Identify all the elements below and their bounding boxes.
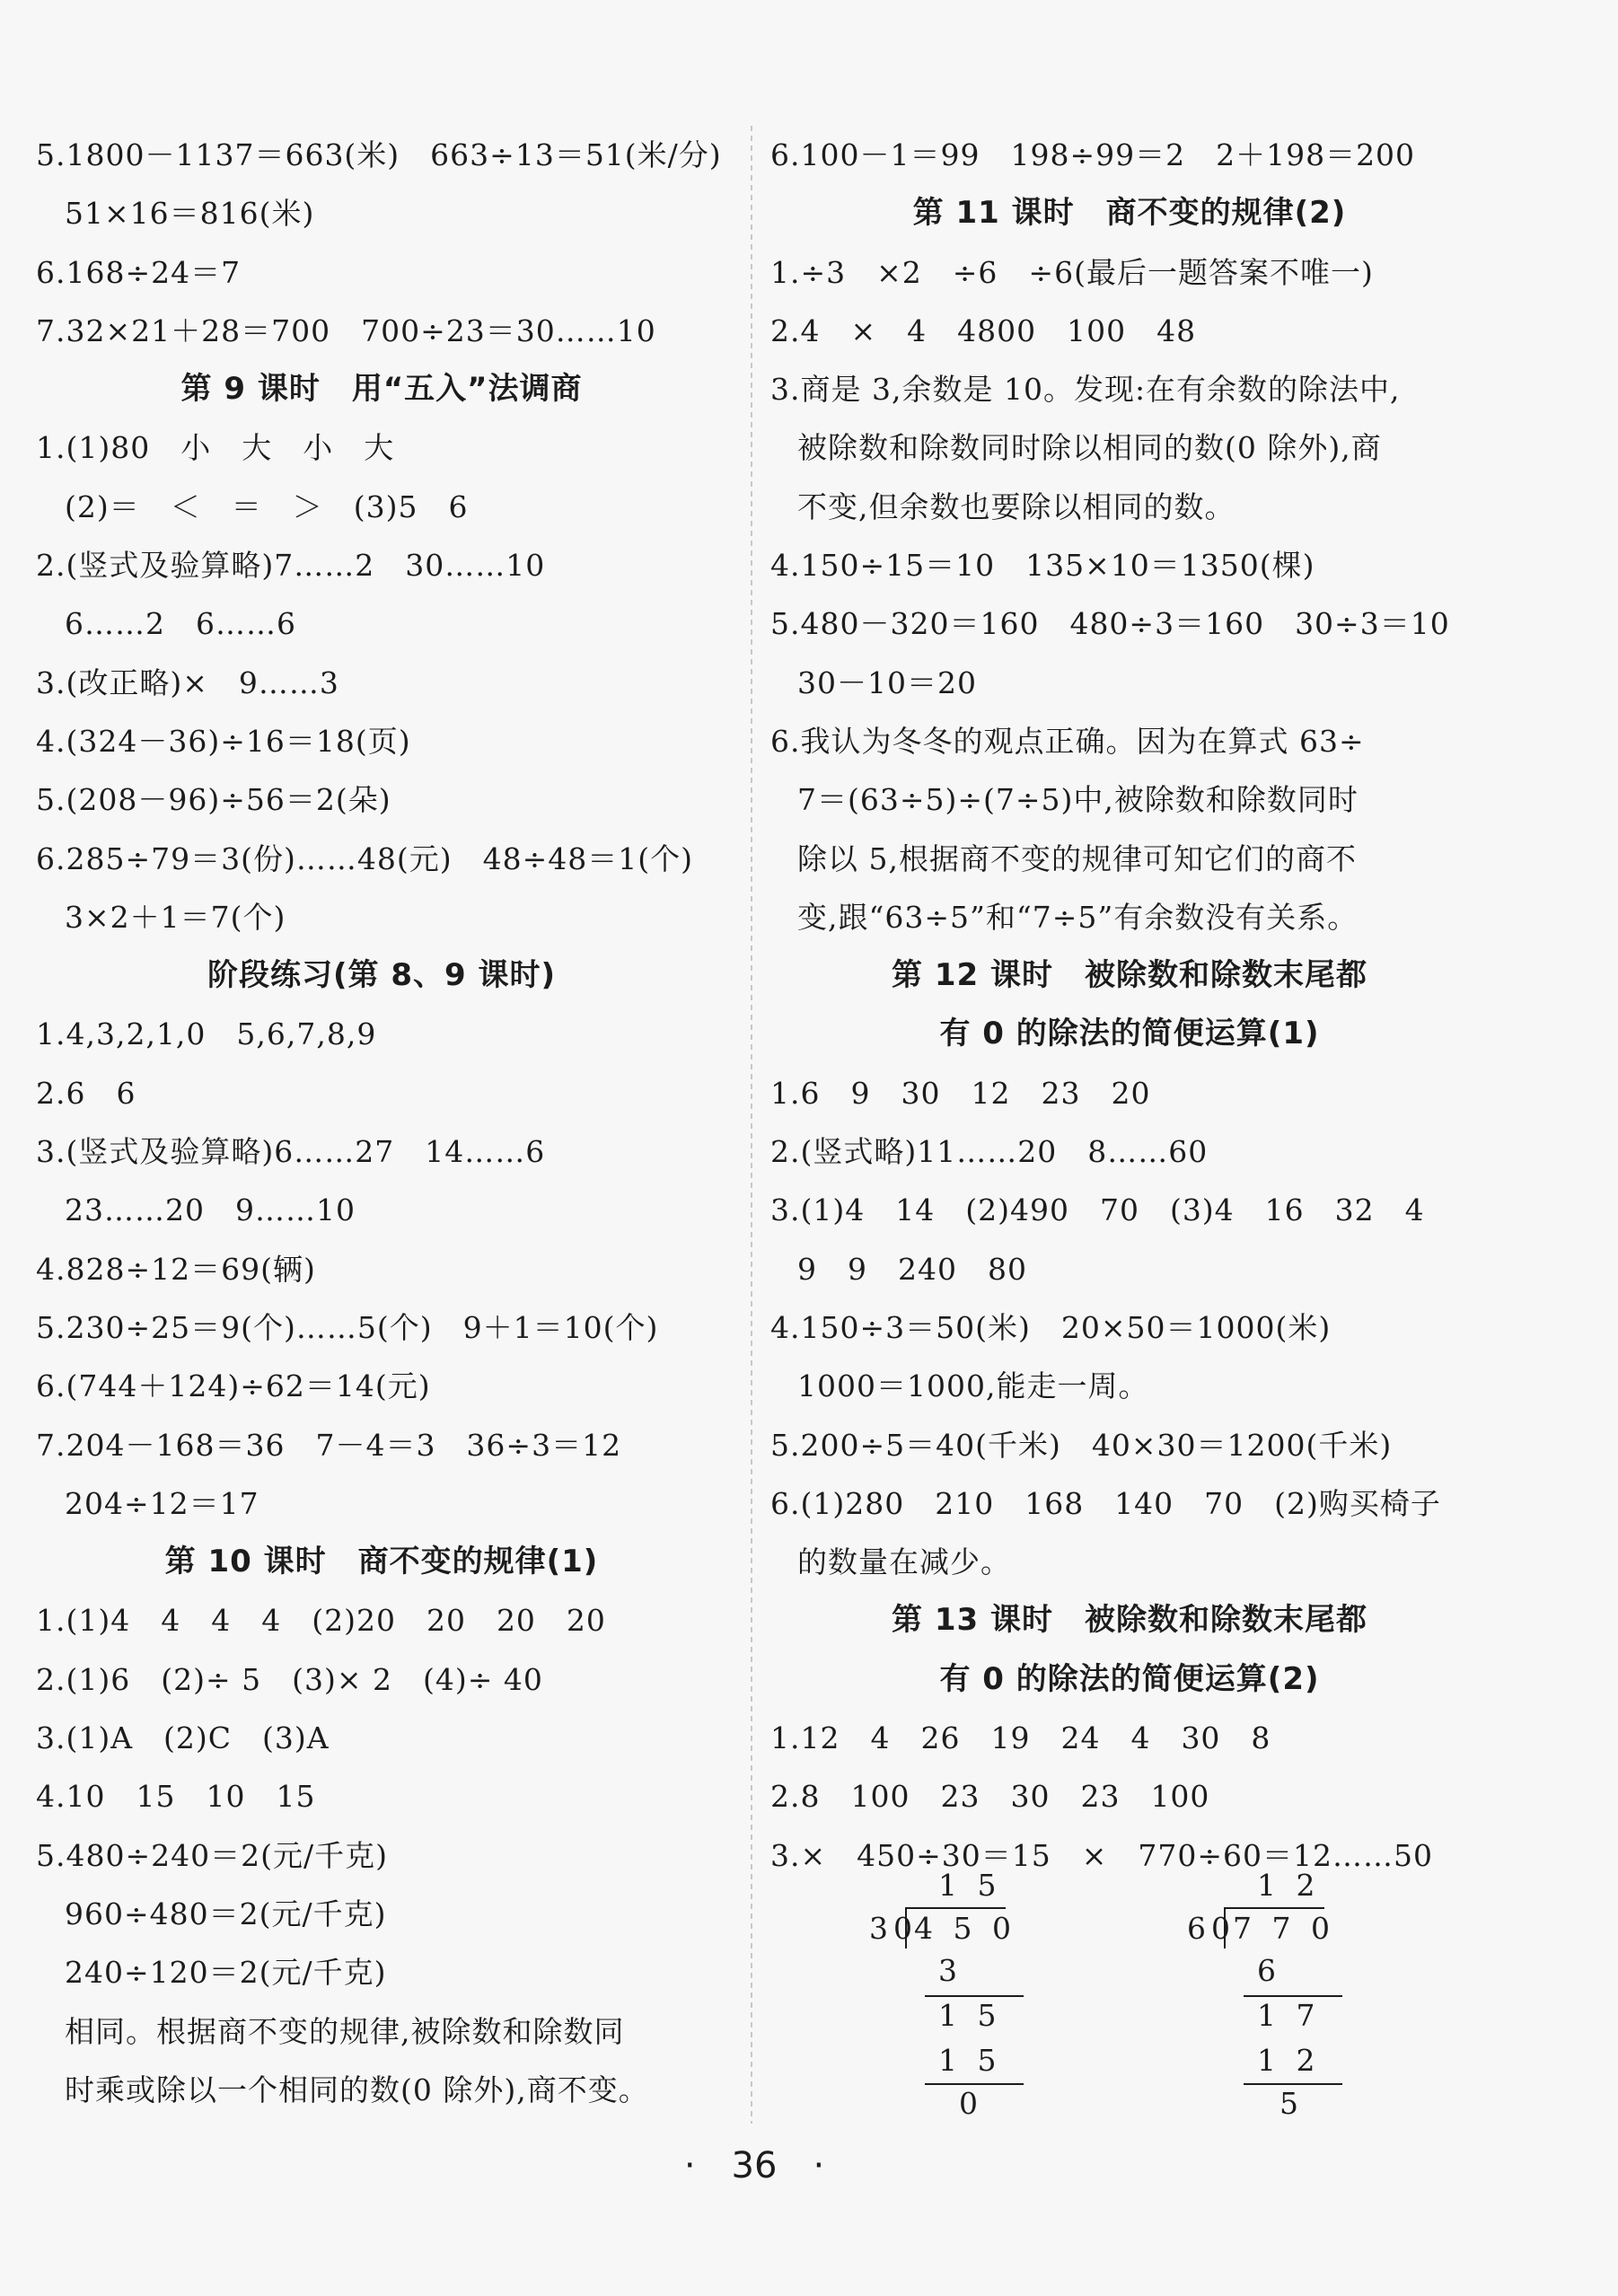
answer-line: 6.100－1＝99 198÷99＝2 2＋198＝200 — [770, 137, 1416, 172]
column-divider — [751, 126, 752, 2124]
answer-line: 1.6 9 30 12 23 20 — [770, 1075, 1151, 1111]
answer-line: 2.8 100 23 30 23 100 — [770, 1779, 1210, 1815]
answer-line: 1.(1)80 小 大 小 大 — [36, 430, 395, 466]
answer-line: 4.150÷15＝10 135×10＝1350(棵) — [770, 548, 1315, 584]
left-column — [36, 126, 727, 2119]
answer-line: 4.(324－36)÷16＝18(页) — [36, 723, 411, 759]
step: 1 5 — [938, 2043, 1002, 2078]
division-bar — [1226, 1907, 1324, 1909]
answer-line: 7＝(63÷5)÷(7÷5)中,被除数和除数同时 — [797, 782, 1359, 818]
answer-line: 7.204－168＝36 7－4＝3 36÷3＝12 — [36, 1427, 622, 1463]
answer-line: 2.4 × 4 4800 100 48 — [770, 312, 1197, 348]
section-heading: 第 9 课时 用“五入”法调商 — [180, 371, 583, 408]
divisor: 60 — [1187, 1911, 1235, 1946]
answer-line: 4.150÷3＝50(米) 20×50＝1000(米) — [770, 1309, 1332, 1345]
answer-line: 3.(1)A (2)C (3)A — [36, 1720, 330, 1756]
answer-line: 3.(1)4 14 (2)490 70 (3)4 16 32 4 — [770, 1192, 1425, 1228]
answer-line: 6.285÷79＝3(份)……48(元) 48÷48＝1(个) — [36, 840, 693, 876]
answer-line: 6.168÷24＝7 — [36, 254, 242, 290]
quotient: 1 5 — [938, 1868, 1002, 1903]
answer-line: 相同。根据商不变的规律,被除数和除数同 — [65, 2013, 625, 2049]
answer-line: 240÷120＝2(元/千克) — [65, 1955, 387, 1991]
answer-line: 5.200÷5＝40(千米) 40×30＝1200(千米) — [770, 1427, 1393, 1463]
answer-line: 1.4,3,2,1,0 5,6,7,8,9 — [36, 1016, 377, 1052]
answer-line: 5.1800－1137＝663(米) 663÷13＝51(米/分) — [36, 137, 722, 172]
answer-line: 2.(1)6 (2)÷ 5 (3)× 2 (4)÷ 40 — [36, 1661, 543, 1697]
answer-line: 3.× 450÷30＝15 × 770÷60＝12……50 — [770, 1837, 1434, 1873]
page-number: · 36 · — [683, 2145, 825, 2186]
answer-line: 的数量在减少。 — [797, 1544, 1011, 1580]
step-line — [1244, 1995, 1342, 1997]
section-heading: 有 0 的除法的简便运算(1) — [939, 1016, 1320, 1052]
answer-line: 变,跟“63÷5”和“7÷5”有余数没有关系。 — [797, 899, 1359, 935]
dividend: 7 7 0 — [1233, 1911, 1335, 1946]
answer-line: 时乘或除以一个相同的数(0 除外),商不变。 — [65, 2072, 649, 2107]
step-line — [925, 2083, 1024, 2085]
answer-line: 2.6 6 — [36, 1075, 136, 1111]
divisor: 30 — [869, 1911, 918, 1946]
answer-line: 5.480－320＝160 480÷3＝160 30÷3＝10 — [770, 606, 1450, 642]
step: 1 2 — [1257, 2043, 1321, 2078]
step: 1 7 — [1257, 1998, 1321, 2033]
answer-line: 1.(1)4 4 4 4 (2)20 20 20 20 — [36, 1603, 606, 1639]
answer-line: 2.(竖式及验算略)7……2 30……10 — [36, 548, 546, 584]
answer-line: 7.32×21＋28＝700 700÷23＝30……10 — [36, 312, 656, 348]
answer-line: 204÷12＝17 — [65, 1485, 259, 1521]
answer-line: 被除数和除数同时除以相同的数(0 除外),商 — [797, 430, 1382, 466]
answer-line: 3.(改正略)× 9……3 — [36, 664, 339, 700]
section-heading: 第 13 课时 被除数和除数末尾都 — [892, 1602, 1367, 1639]
answer-line: 5.230÷25＝9(个)……5(个) 9＋1＝10(个) — [36, 1309, 659, 1345]
answer-line: 6.(1)280 210 168 140 70 (2)购买椅子 — [770, 1485, 1441, 1521]
answer-line: 4.828÷12＝69(辆) — [36, 1251, 316, 1287]
answer-line: 5.480÷240＝2(元/千克) — [36, 1837, 388, 1873]
answer-line: 9 9 240 80 — [797, 1251, 1027, 1287]
step-line — [925, 1995, 1024, 1997]
section-heading: 阶段练习(第 8、9 课时) — [207, 957, 557, 994]
answer-line: 4.10 15 10 15 — [36, 1779, 316, 1815]
answer-line: 6.我认为冬冬的观点正确。因为在算式 63÷ — [770, 723, 1365, 759]
answer-line: (2)＝ ＜ ＝ ＞ (3)5 6 — [65, 488, 469, 524]
answer-line: 6.(744＋124)÷62＝14(元) — [36, 1368, 431, 1404]
remainder: 0 — [959, 2086, 983, 2121]
quotient: 1 2 — [1257, 1868, 1321, 1903]
answer-line: 960÷480＝2(元/千克) — [65, 1896, 387, 1931]
right-column — [770, 126, 1489, 1885]
remainder: 5 — [1279, 2086, 1304, 2121]
answer-line: 3.(竖式及验算略)6……27 14……6 — [36, 1134, 546, 1170]
answer-line: 30－10＝20 — [797, 664, 977, 700]
answer-line: 6……2 6……6 — [65, 606, 296, 642]
step: 1 5 — [938, 1998, 1002, 2033]
section-heading: 有 0 的除法的简便运算(2) — [939, 1660, 1320, 1697]
answer-line: 1000＝1000,能走一周。 — [797, 1368, 1149, 1404]
answer-line: 不变,但余数也要除以相同的数。 — [797, 488, 1235, 524]
step-line — [1244, 2083, 1342, 2085]
answer-line: 5.(208－96)÷56＝2(朵) — [36, 782, 391, 818]
division-bar — [907, 1907, 1006, 1909]
answer-line: 23……20 9……10 — [65, 1192, 356, 1228]
step: 6 — [1257, 1953, 1281, 1988]
section-heading: 第 10 课时 商不变的规律(1) — [164, 1544, 599, 1580]
answer-line: 3.商是 3,余数是 10。发现:在有余数的除法中, — [770, 372, 1401, 408]
answer-line: 2.(竖式略)11……20 8……60 — [770, 1134, 1209, 1170]
answer-line: 1.÷3 ×2 ÷6 ÷6(最后一题答案不唯一) — [770, 254, 1374, 290]
answer-line: 1.12 4 26 19 24 4 30 8 — [770, 1720, 1271, 1756]
section-heading: 第 12 课时 被除数和除数末尾都 — [892, 957, 1367, 994]
section-heading: 第 11 课时 商不变的规律(2) — [912, 195, 1347, 232]
answer-line: 3×2＋1＝7(个) — [65, 899, 286, 935]
dividend: 4 5 0 — [914, 1911, 1016, 1946]
answer-line: 51×16＝816(米) — [65, 196, 315, 232]
step: 3 — [938, 1953, 963, 1988]
answer-line: 除以 5,根据商不变的规律可知它们的商不 — [797, 840, 1357, 876]
